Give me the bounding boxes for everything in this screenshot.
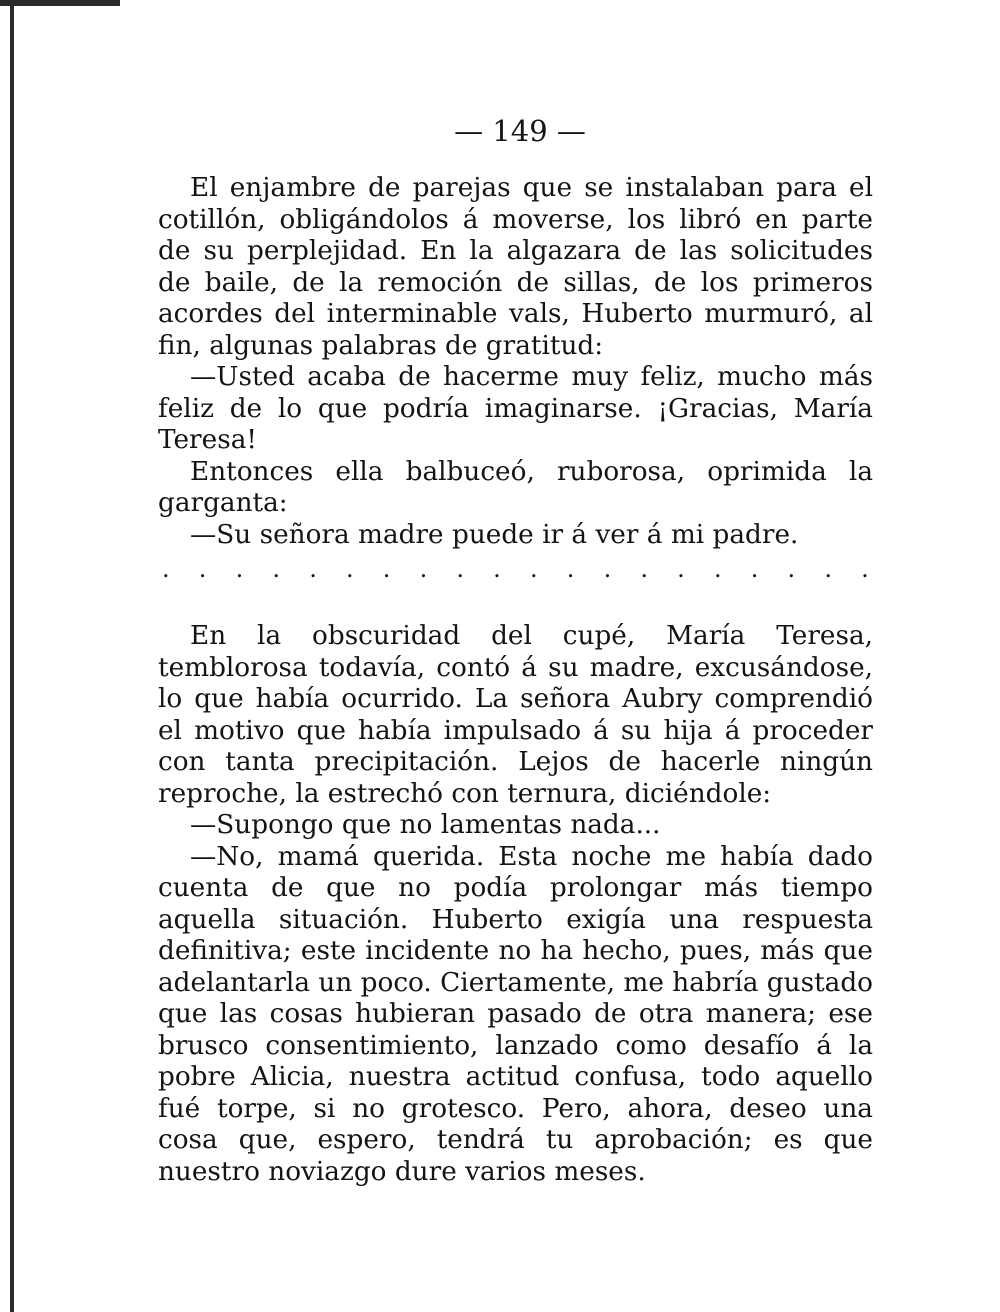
- break-dot: .: [345, 555, 354, 583]
- break-dot: .: [566, 555, 575, 583]
- page-number: — 149 —: [454, 114, 586, 148]
- break-dot: .: [787, 555, 796, 583]
- paragraph: En la obscuridad del cupé, María Teresa, temblorosa todavía, contó á su madre, excusándose, lo que había ocurrido. La señora Aubry comprendió el motivo que había impulsado á su hija á proceder con tanta precipitación. Lejos de hacerle ningún reproche, la estrechó con ternura, diciéndole:: [158, 621, 873, 809]
- break-dot: .: [861, 555, 869, 583]
- text-body: [158, 173, 873, 1188]
- break-dot: .: [713, 555, 722, 583]
- break-dot: .: [640, 555, 648, 583]
- break-dot: .: [603, 555, 612, 583]
- paragraph: —Supongo que no lamentas nada...: [190, 810, 661, 840]
- break-dot: .: [235, 555, 244, 583]
- break-dot: .: [419, 555, 428, 583]
- break-dot: .: [750, 555, 759, 583]
- break-dot: .: [529, 555, 538, 583]
- paragraph: Entonces ella balbuceó, ruborosa, oprimida la garganta:: [158, 456, 873, 518]
- page-binding-top-edge: [0, 0, 120, 6]
- break-dot: .: [677, 555, 685, 583]
- section-break-dots: [158, 557, 873, 581]
- page-binding-edge: [10, 0, 14, 1312]
- paragraph: El enjambre de parejas que se instalaban para el cotillón, obligándolos á moverse, los libró en parte de su perplejidad. En la algazara de las solicitudes de baile, de la remoción de sillas, de los primeros acordes del interminable vals, Huberto murmuró, al fin, algunas palabras de gratitud:: [158, 173, 873, 361]
- break-dot: .: [493, 555, 501, 583]
- break-dot: .: [309, 555, 317, 583]
- paragraph: —Usted acaba de hacerme muy feliz, mucho más feliz de lo que podría imaginarse. ¡Gracias, María Teresa!: [158, 362, 873, 455]
- paragraph: —No, mamá querida. Esta noche me había dado cuenta de que no podía prolongar más tiempo aquella situación. Huberto exigía una respuesta definitiva; este incidente no ha hecho, pues, más que adelantarla un poco. Ciertamente, me habría gustado que las cosas hubieran pasado de otra manera; ese brusco consentimiento, lanzado como desafío á la pobre Alicia, nuestra actitud confusa, todo aquello fué torpe, si no grotesco. Pero, ahora, deseo una cosa que, espero, tendrá tu aprobación; es que nuestro noviazgo dure varios meses.: [158, 841, 873, 1187]
- paragraph: —Su señora madre puede ir á ver á mi padre.: [190, 519, 799, 550]
- break-dot: .: [272, 555, 281, 583]
- break-dot: .: [824, 555, 832, 583]
- break-dot: .: [162, 555, 170, 583]
- break-dot: .: [198, 555, 207, 583]
- section-spacer: [158, 581, 873, 621]
- break-dot: .: [382, 555, 391, 583]
- break-dot: .: [456, 555, 465, 583]
